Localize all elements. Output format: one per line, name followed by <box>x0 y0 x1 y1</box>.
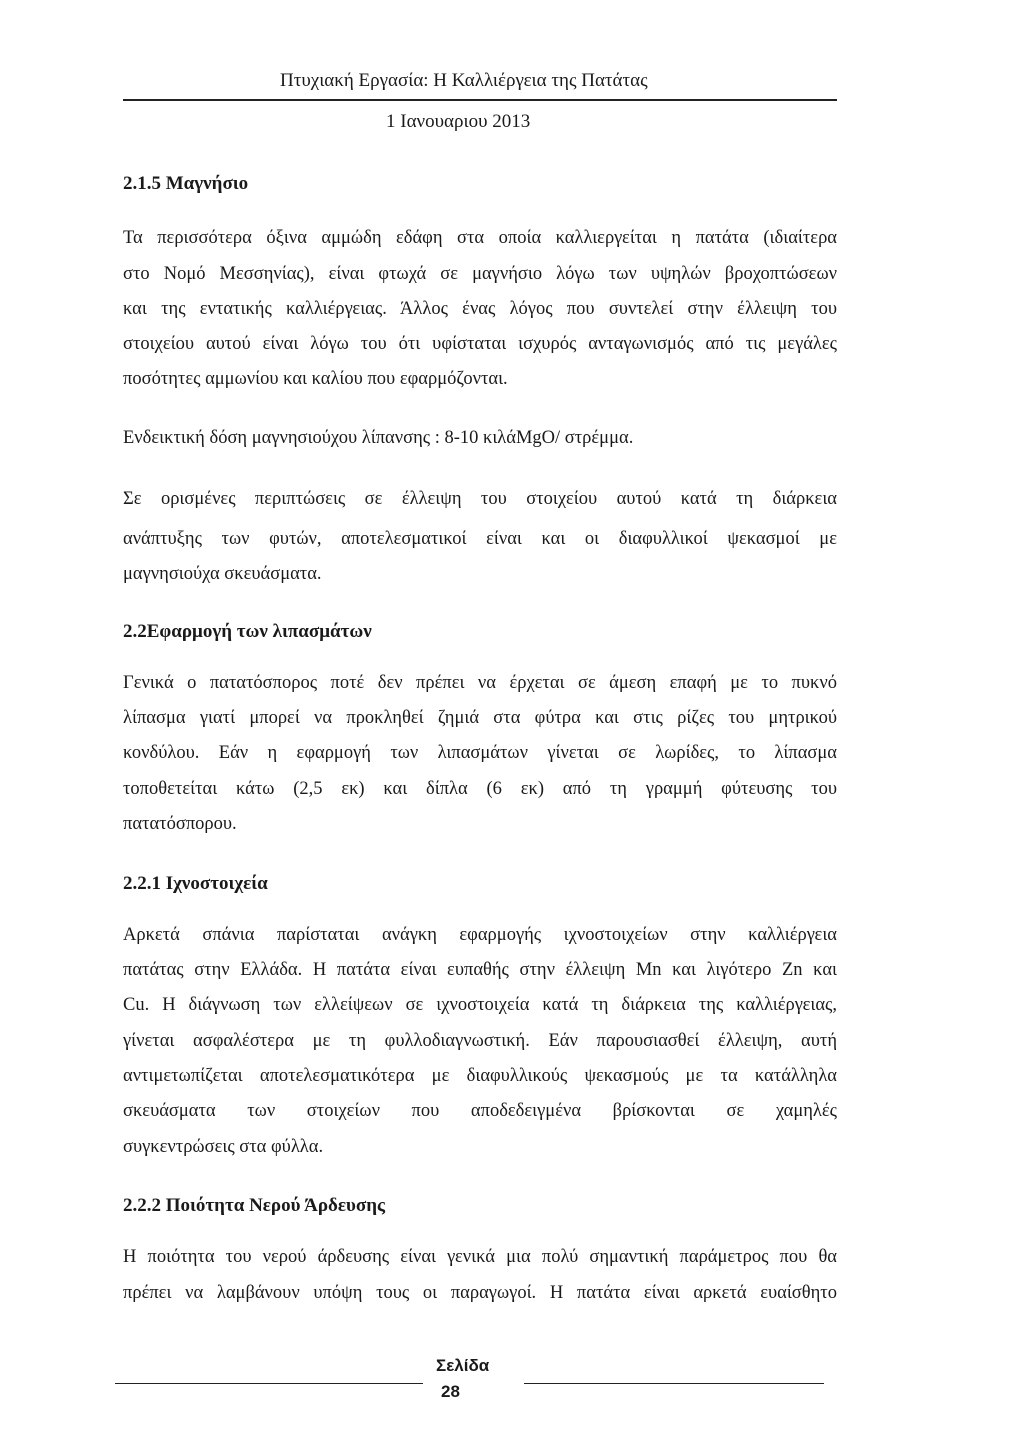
paragraph-line: Ενδεικτική δόση μαγνησιούχου λίπανσης : 8-10 κιλάMgO/ στρέμμα. <box>123 428 634 448</box>
paragraph-line: μαγνησιούχα σκευάσματα. <box>123 564 322 584</box>
header-divider <box>123 99 837 101</box>
section-heading-trace-elements: 2.2.1 Ιχνοστοιχεία <box>123 873 268 894</box>
paragraph-line: ποσότητες αμμωνίου και καλίου που εφαρμόζονται. <box>123 369 508 389</box>
paragraph-line: κονδύλου. Εάν η εφαρμογή των λιπασμάτων γίνεται σε λωρίδες, το λίπασμα <box>123 743 837 763</box>
paragraph-line: Cu. Η διάγνωση των ελλείψεων σε ιχνοστοιχεία κατά τη διάρκεια της καλλιέργειας, <box>123 995 837 1015</box>
footer-page-label: Σελίδα <box>436 1356 490 1375</box>
paragraph-line: στοιχείου αυτού είναι λόγω του ότι υφίσταται ισχυρός ανταγωνισμός από τις μεγάλες <box>123 334 837 354</box>
paragraph-line: στο Νομό Μεσσηνίας), είναι φτωχά σε μαγνήσιο λόγω των υψηλών βροχοπτώσεων <box>123 264 837 284</box>
paragraph-line: τοποθετείται κάτω (2,5 εκ) και δίπλα (6 εκ) από τη γραμμή φύτευσης του <box>123 779 837 799</box>
paragraph-line: Τα περισσότερα όξινα αμμώδη εδάφη στα οποία καλλιεργείται η πατάτα (ιδιαίτερα <box>123 228 837 248</box>
page-number: 28 <box>441 1382 460 1401</box>
paragraph-line: πατατόσπορου. <box>123 814 237 834</box>
footer-rule-left <box>115 1383 423 1384</box>
paragraph-line: Η ποιότητα του νερού άρδευσης είναι γενικά μια πολύ σημαντική παράμετρος που θα <box>123 1247 837 1267</box>
paragraph-line: αντιμετωπίζεται αποτελεσματικότερα με διαφυλλικούς ψεκασμούς με τα κατάλληλα <box>123 1066 837 1086</box>
paragraph-line: συγκεντρώσεις στα φύλλα. <box>123 1137 324 1157</box>
paragraph-line: ανάπτυξης των φυτών, αποτελεσματικοί είναι και οι διαφυλλικοί ψεκασμοί με <box>123 529 837 549</box>
paragraph-line: και της εντατικής καλλιέργειας. Άλλος ένας λόγος που συντελεί στην έλλειψη του <box>123 299 837 319</box>
section-heading-fertilizer-application: 2.2Εφαρμογή των λιπασμάτων <box>123 621 372 642</box>
footer-rule-right <box>524 1383 824 1384</box>
running-header-date: 1 Ιανουαριου 2013 <box>386 111 531 132</box>
paragraph-line: σκευάσματα των στοιχείων που αποδεδειγμένα βρίσκονται σε χαμηλές <box>123 1101 837 1121</box>
paragraph-line: Σε ορισμένες περιπτώσεις σε έλλειψη του στοιχείου αυτού κατά τη διάρκεια <box>123 489 837 509</box>
paragraph-line: λίπασμα γιατί μπορεί να προκληθεί ζημιά στα φύτρα και στις ρίζες του μητρικού <box>123 708 837 728</box>
running-header-title: Πτυχιακή Εργασία: Η Καλλιέργεια της Πατάτας <box>280 70 648 91</box>
paragraph-line: γίνεται ασφαλέστερα με τη φυλλοδιαγνωστική. Εάν παρουσιασθεί έλλειψη, αυτή <box>123 1031 837 1051</box>
paragraph-line: πατάτας στην Ελλάδα. Η πατάτα είναι ευπαθής στην έλλειψη Mn και λιγότερο Zn και <box>123 960 837 980</box>
paragraph-line: Γενικά ο πατατόσπορος ποτέ δεν πρέπει να έρχεται σε άμεση επαφή με το πυκνό <box>123 673 837 693</box>
section-heading-magnesium: 2.1.5 Μαγνήσιο <box>123 173 249 194</box>
paragraph-line: πρέπει να λαμβάνουν υπόψη τους οι παραγωγοί. Η πατάτα είναι αρκετά ευαίσθητο <box>123 1283 837 1303</box>
paragraph-line: Αρκετά σπάνια παρίσταται ανάγκη εφαρμογής ιχνοστοιχείων στην καλλιέργεια <box>123 925 837 945</box>
section-heading-irrigation-water-quality: 2.2.2 Ποιότητα Νερού Άρδευσης <box>123 1195 386 1216</box>
